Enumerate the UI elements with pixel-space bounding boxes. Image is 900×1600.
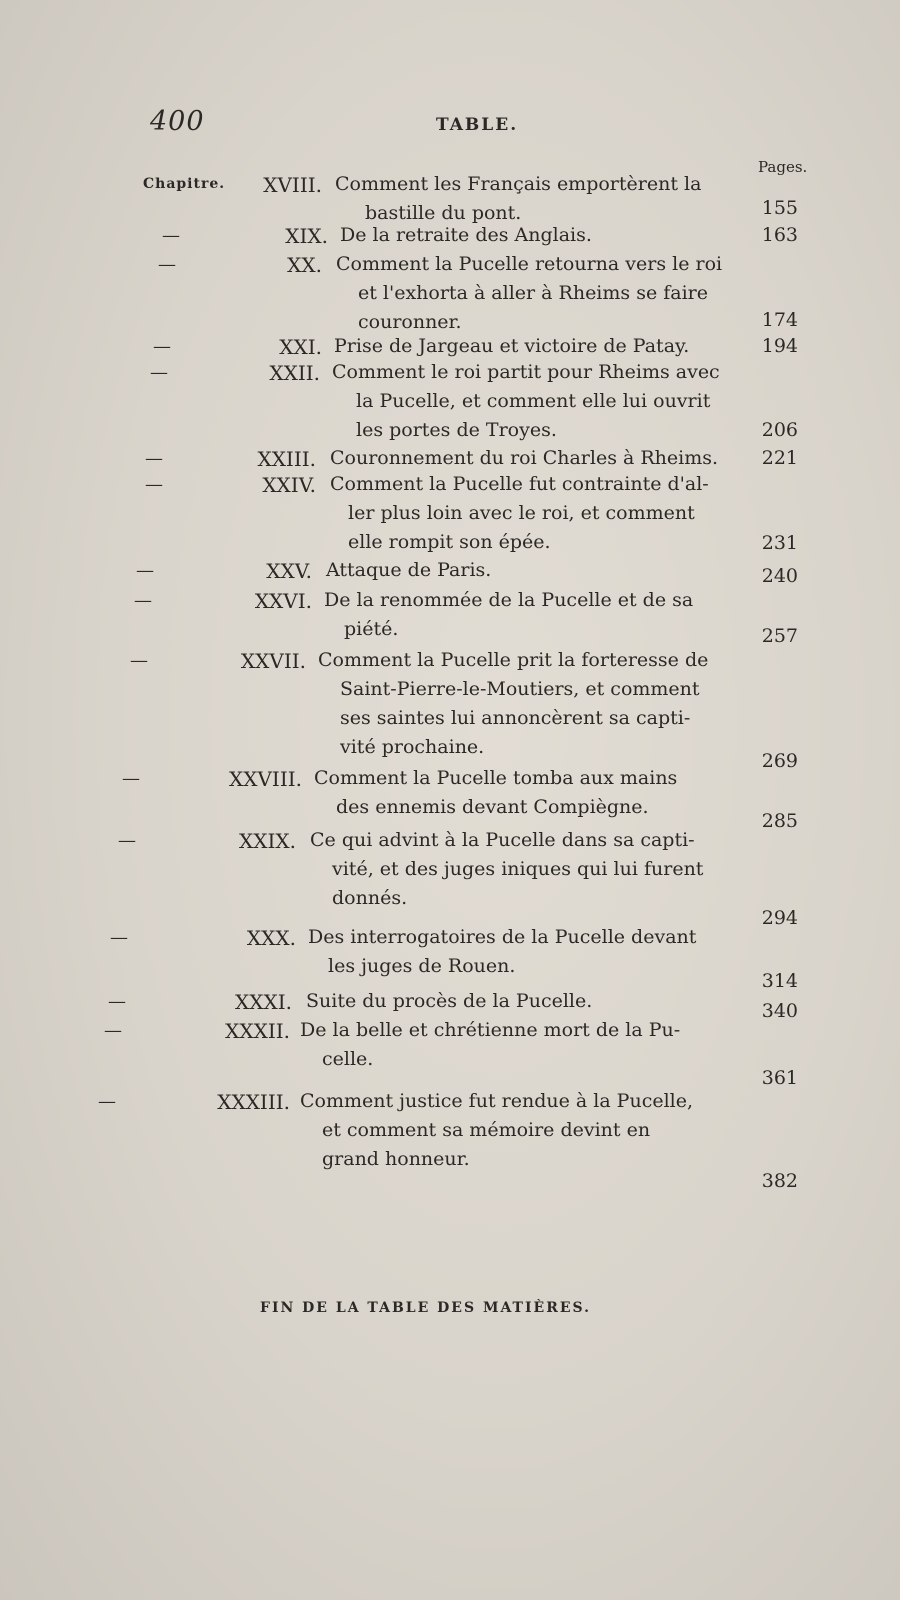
chapter-title-line: et comment sa mémoire devint en [322, 1119, 651, 1141]
chapter-title-line: Ce qui advint à la Pucelle dans sa capti- [310, 829, 695, 851]
page-reference: 240 [761, 565, 798, 587]
chapter-word: Chapitre. [143, 176, 226, 192]
page-reference: 314 [761, 970, 798, 992]
ditto-dash: — [110, 927, 128, 948]
chapter-title-line: vité, et des juges iniques qui lui furent [332, 858, 704, 880]
page-reference: 361 [761, 1067, 798, 1089]
ditto-dash: — [150, 362, 168, 383]
page-reference: 382 [761, 1170, 798, 1192]
toc-entry [0, 559, 900, 587]
toc-entry [0, 447, 900, 471]
toc-entry [0, 829, 900, 929]
pages-column-label: Pages. [758, 158, 808, 176]
chapter-title-line: ses saintes lui annoncèrent sa capti- [340, 707, 691, 729]
chapter-title-line: couronner. [358, 311, 462, 333]
chapter-title-line: bastille du pont. [365, 202, 522, 224]
chapter-numeral: XXXI. [235, 990, 292, 1014]
chapter-numeral: XXV. [266, 559, 312, 583]
page-reference: 206 [761, 419, 798, 441]
chapter-title-line: Comment justice fut rendue à la Pucelle, [300, 1090, 694, 1112]
chapter-title-line: et l'exhorta à aller à Rheims se faire [358, 282, 708, 304]
ditto-dash: — [162, 225, 180, 246]
toc-entry [0, 649, 900, 772]
page-number: 400 [150, 106, 205, 137]
chapter-title-line: grand honneur. [322, 1148, 470, 1170]
toc-entry [0, 361, 900, 441]
chapter-numeral: XXVII. [240, 649, 306, 673]
ditto-dash: — [122, 768, 140, 789]
ditto-dash: — [130, 650, 148, 671]
toc-entry [0, 253, 900, 333]
toc-entry [0, 1019, 900, 1089]
toc-entry [0, 335, 900, 359]
chapter-numeral: XXXII. [225, 1019, 290, 1043]
chapter-title-line: Couronnement du roi Charles à Rheims. [330, 447, 719, 469]
page-reference: 231 [761, 532, 798, 554]
chapter-title-line: piété. [344, 618, 399, 640]
chapter-numeral: XXII. [269, 361, 320, 385]
ditto-dash: — [153, 336, 171, 357]
chapter-numeral: XXXIII. [217, 1090, 290, 1114]
chapter-title-line: ler plus loin avec le roi, et comment [348, 502, 695, 524]
toc-entry [0, 1090, 900, 1192]
page-reference: 163 [761, 224, 798, 246]
chapter-title-line: vité prochaine. [340, 736, 485, 758]
ditto-dash: — [158, 254, 176, 275]
toc-entry [0, 926, 900, 992]
toc-entry [0, 224, 900, 248]
page-reference: 257 [761, 625, 798, 647]
chapter-numeral: XX. [287, 253, 322, 277]
ditto-dash: — [104, 1020, 122, 1041]
chapter-title-line: les juges de Rouen. [328, 955, 516, 977]
toc-entry [0, 767, 900, 832]
page-reference: 221 [761, 447, 798, 469]
chapter-title-line: des ennemis devant Compiègne. [336, 796, 649, 818]
ditto-dash: — [108, 991, 126, 1012]
chapter-numeral: XXIII. [257, 447, 316, 471]
chapter-title-line: la Pucelle, et comment elle lui ouvrit [356, 390, 711, 412]
chapter-title-line: Saint-Pierre-le-Moutiers, et comment [340, 678, 700, 700]
page-reference: 194 [761, 335, 798, 357]
chapter-title-line: Comment la Pucelle retourna vers le roi [336, 253, 723, 275]
chapter-title-line: Suite du procès de la Pucelle. [306, 990, 593, 1012]
toc-entry [0, 473, 900, 554]
running-head: TABLE. [436, 115, 519, 135]
toc-entry [0, 589, 900, 647]
chapter-title-line: Prise de Jargeau et victoire de Patay. [334, 335, 690, 357]
chapter-title-line: donnés. [332, 887, 408, 909]
chapter-title-line: Comment la Pucelle fut contrainte d'al- [330, 473, 709, 495]
ditto-dash: — [145, 474, 163, 495]
page-reference: 174 [761, 309, 798, 331]
page-reference: 155 [761, 197, 798, 219]
chapter-title-line: celle. [322, 1048, 374, 1070]
toc-entry [0, 990, 900, 1022]
chapter-numeral: XVIII. [263, 173, 322, 197]
page-reference: 294 [761, 907, 798, 929]
chapter-title-line: Comment le roi partit pour Rheims avec [332, 361, 720, 383]
ditto-dash: — [136, 560, 154, 581]
ditto-dash: — [98, 1091, 116, 1112]
toc-entry [0, 173, 900, 224]
ditto-dash: — [145, 448, 163, 469]
chapter-title-line: les portes de Troyes. [356, 419, 557, 441]
chapter-title-line: elle rompit son épée. [348, 531, 551, 553]
chapter-title-line: Comment la Pucelle prit la forteresse de [318, 649, 709, 671]
chapter-title-line: Comment les Français emportèrent la [335, 173, 702, 195]
ditto-dash: — [118, 830, 136, 851]
chapter-numeral: XIX. [285, 224, 328, 248]
page-reference: 340 [761, 1000, 798, 1022]
chapter-numeral: XXX. [246, 926, 296, 950]
chapter-title-line: De la renommée de la Pucelle et de sa [324, 589, 694, 611]
chapter-numeral: XXVI. [254, 589, 312, 613]
chapter-title-line: De la belle et chrétienne mort de la Pu- [300, 1019, 681, 1041]
chapter-title-line: Comment la Pucelle tomba aux mains [314, 767, 678, 789]
chapter-title-line: De la retraite des Anglais. [340, 224, 592, 246]
end-of-table: FIN DE LA TABLE DES MATIÈRES. [260, 1300, 591, 1316]
page-reference: 285 [761, 810, 798, 832]
chapter-title-line: Attaque de Paris. [326, 559, 492, 581]
chapter-numeral: XXVIII. [229, 767, 302, 791]
chapter-title-line: Des interrogatoires de la Pucelle devant [308, 926, 697, 948]
chapter-numeral: XXIX. [239, 829, 296, 853]
ditto-dash: — [134, 590, 152, 611]
chapter-numeral: XXI. [279, 335, 322, 359]
page-reference: 269 [761, 750, 798, 772]
chapter-numeral: XXIV. [262, 473, 316, 497]
